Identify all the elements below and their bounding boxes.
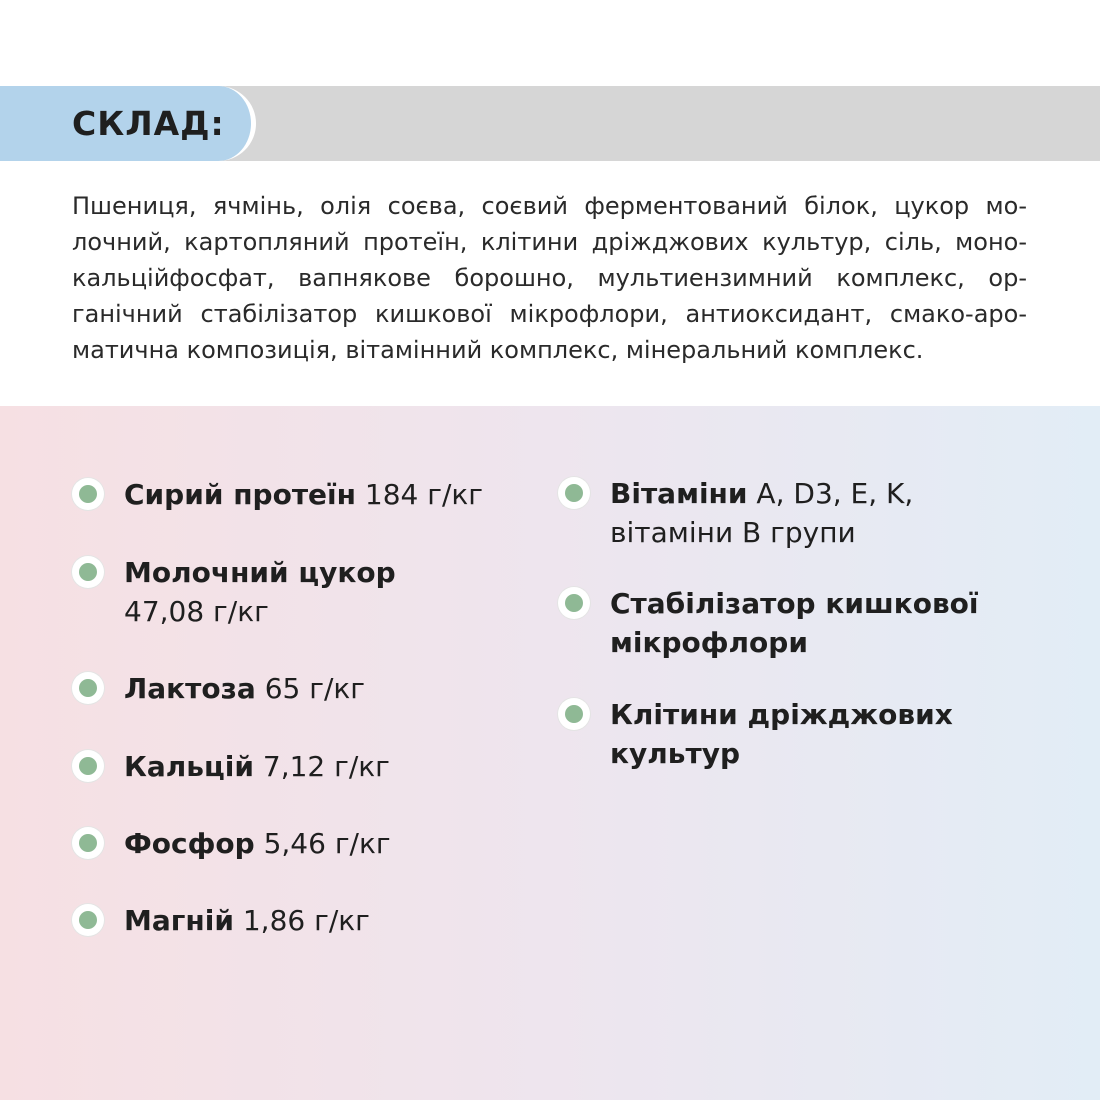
nutrient-name: Кальцій <box>124 750 254 783</box>
nutrient-name: Фосфор <box>124 827 255 860</box>
nutrient-item-magnesium <box>72 901 512 940</box>
nutrient-value: 65 г/кг <box>264 672 365 705</box>
bullet-dot-icon <box>72 556 104 588</box>
composition-line: лочний, картопляний протеїн, клітини дріжджових культур, сіль, моно- <box>72 228 1027 256</box>
nutrient-name: Молочний цукор <box>124 556 396 589</box>
nutrient-name-line2: мікрофлори <box>610 626 808 659</box>
nutrient-name: Магній <box>124 904 234 937</box>
nutrient-name-line2: культур <box>610 737 740 770</box>
nutrient-value: 47,08 г/кг <box>124 595 269 628</box>
nutrient-item-crude-protein <box>72 475 512 514</box>
nutrient-value: 1,86 г/кг <box>242 904 370 937</box>
bullet-dot-icon <box>72 827 104 859</box>
bullet-dot-icon <box>72 672 104 704</box>
nutrient-item-lactose <box>72 669 512 708</box>
bullet-dot-icon <box>558 587 590 619</box>
nutrient-item-gut-stabilizer <box>558 584 1028 662</box>
composition-line: ганічний стабілізатор кишкової мікрофлори, антиоксидант, смако-аро- <box>72 300 1027 328</box>
nutrient-name: Лактоза <box>124 672 256 705</box>
nutrient-name: Сирий протеїн <box>124 478 356 511</box>
nutrient-item-calcium <box>72 747 512 786</box>
nutrient-value: 5,46 г/кг <box>263 827 391 860</box>
composition-text <box>72 188 1027 368</box>
nutrient-value: 184 г/кг <box>364 478 484 511</box>
bullet-dot-icon <box>558 698 590 730</box>
composition-line: матична композиція, вітамінний комплекс, мінеральний комплекс. <box>72 336 924 364</box>
bullet-dot-icon <box>72 478 104 510</box>
nutrient-name: Клітини дріжджових <box>610 698 953 731</box>
nutrient-item-vitamins <box>558 474 1028 552</box>
composition-line: Пшениця, ячмінь, олія соєва, соєвий ферментований білок, цукор мо- <box>72 192 1027 220</box>
nutrient-item-yeast-cells <box>558 695 1028 773</box>
bullet-dot-icon <box>72 904 104 936</box>
nutrient-name: Стабілізатор кишкової <box>610 587 979 620</box>
section-title: СКЛАД: <box>72 104 225 143</box>
nutrient-name: Вітаміни <box>610 477 748 510</box>
nutrient-value-line2: вітаміни B групи <box>610 516 856 549</box>
nutrient-value: 7,12 г/кг <box>262 750 390 783</box>
nutrient-value: A, D3, E, K, <box>756 477 914 510</box>
nutrient-item-milk-sugar <box>72 553 512 631</box>
nutrient-item-phosphorus <box>72 824 512 863</box>
composition-line: кальційфосфат, вапнякове борошно, мультиензимний комплекс, ор- <box>72 264 1027 292</box>
bullet-dot-icon <box>72 750 104 782</box>
bullet-dot-icon <box>558 477 590 509</box>
